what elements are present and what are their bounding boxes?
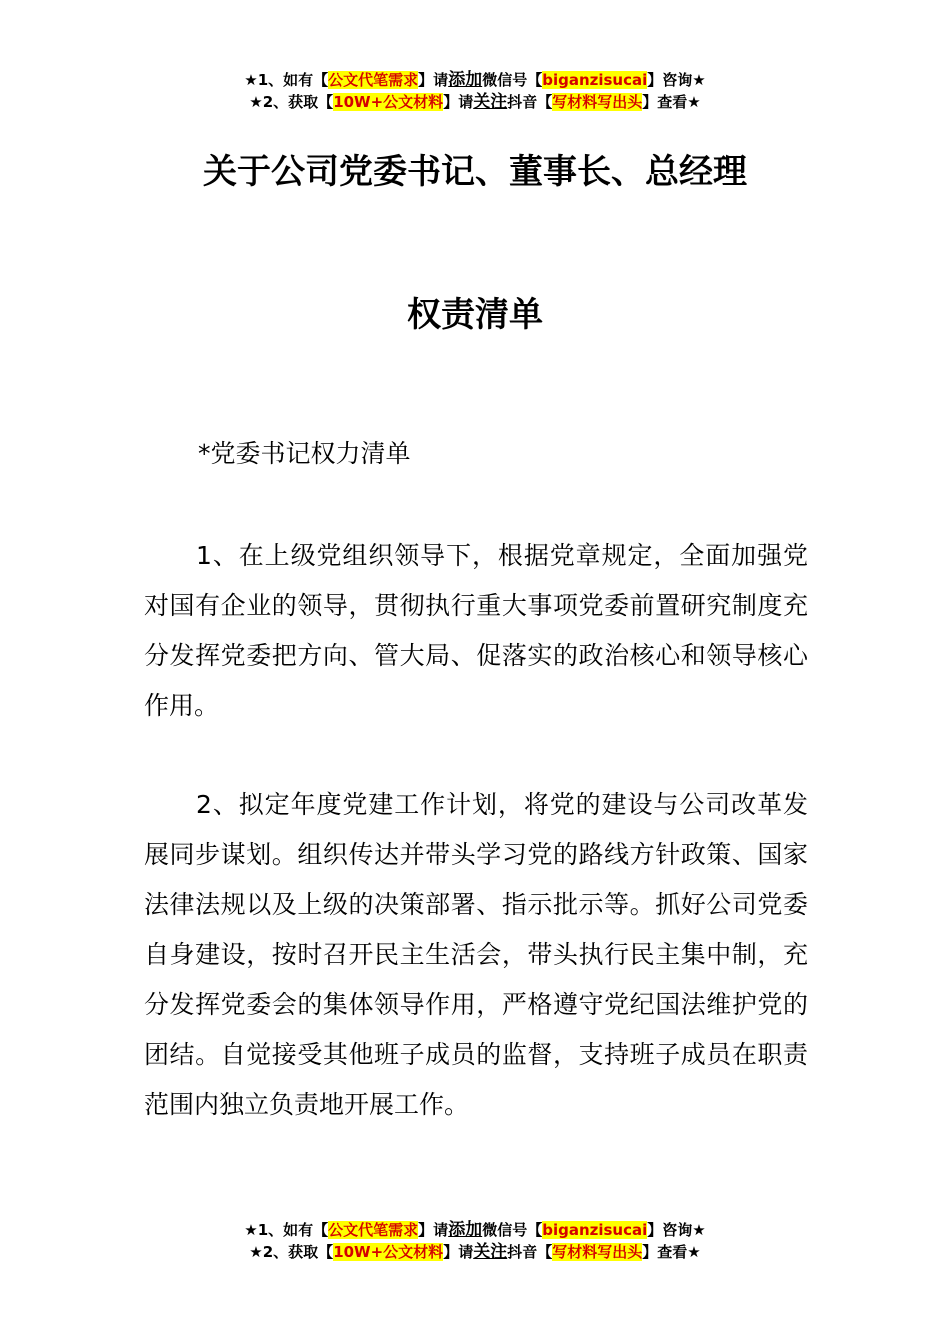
banner-line-1 [0,69,950,91]
banner-text: 】请 [418,71,449,89]
banner-text: 微信号【 [482,1221,543,1239]
highlight-materials: 10W+公文材料 [333,93,444,111]
banner-line-2 [0,1241,950,1263]
highlight-wechat-id: biganzisucai [542,71,648,89]
banner-text: 】请 [418,1221,449,1239]
banner-emphasis: 关注 [473,1242,508,1262]
header-banner [0,69,950,113]
highlight-ghostwriting: 公文代笔需求 [328,71,419,89]
paragraph-1: 1、在上级党组织领导下，根据党章规定，全面加强党对国有企业的领导，贯彻执行重大事项党委前置研究制度充分发挥党委把方向、管大局、促落实的政治核心和领导核心作用。 [144,541,808,720]
banner-text: ★1、如有【 [244,1221,329,1239]
banner-emphasis: 添加 [448,70,483,90]
paragraph-2: 2、拟定年度党建工作计划，将党的建设与公司改革发展同步谋划。组织传达并带头学习党的路线方针政策、国家法律法规以及上级的决策部署、指示批示等。抓好公司党委自身建设，按时召开民主生活会，带头执行民主集中制，充分发挥党委会的集体领导作用，严格遵守党纪国法维护党的团结。自觉接受其他班子成员的监督，支持班子成员在职责范围内独立负责地开展工作。 [144,790,808,1119]
banner-text: 】请 [443,1243,474,1261]
footer-banner [0,1219,950,1263]
highlight-ghostwriting: 公文代笔需求 [328,1221,419,1239]
banner-text: 抖音【 [507,1243,553,1261]
highlight-douyin-account: 写材料写出头 [552,93,643,111]
banner-text: 】请 [443,93,474,111]
section-heading: *党委书记权力清单 [198,439,411,468]
banner-text: 】咨询★ [647,71,706,89]
banner-text: ★2、获取【 [249,93,334,111]
banner-text: 】查看★ [642,1243,701,1261]
banner-emphasis: 添加 [448,1220,483,1240]
banner-emphasis: 关注 [473,92,508,112]
banner-text: 】查看★ [642,93,701,111]
doc-title-line-1: 关于公司党委书记、董事长、总经理 [203,152,747,192]
doc-title-line-2: 权责清单 [407,295,543,335]
banner-text: ★1、如有【 [244,71,329,89]
highlight-douyin-account: 写材料写出头 [552,1243,643,1261]
highlight-materials: 10W+公文材料 [333,1243,444,1261]
highlight-wechat-id: biganzisucai [542,1221,648,1239]
banner-text: 微信号【 [482,71,543,89]
banner-line-2 [0,91,950,113]
banner-line-1 [0,1219,950,1241]
banner-text: 】咨询★ [647,1221,706,1239]
banner-text: 抖音【 [507,93,553,111]
banner-text: ★2、获取【 [249,1243,334,1261]
